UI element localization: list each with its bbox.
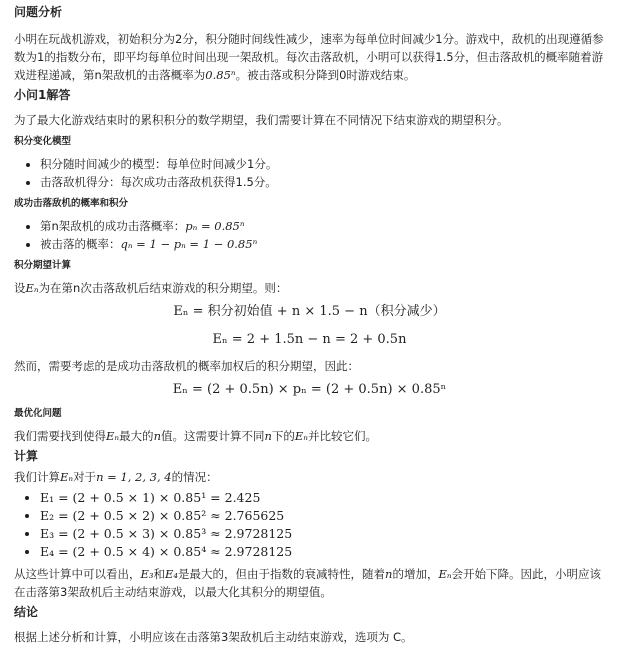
list-item [40,217,605,235]
calc-heading: 计算 [14,449,39,463]
text: 从这些计算中可以看出， [14,567,141,581]
text: 是最大的，但由于指数的衰减特性，随着 [178,567,386,581]
equation-1: Eₙ = 积分初始值 + n × 1.5 − n（积分减少） [173,304,446,319]
model-list [14,155,605,191]
text: 值。这需要计算不同 [160,429,265,443]
text: 最大的 [119,429,154,443]
model-heading: 积分变化模型 [14,136,72,147]
list-item [40,235,605,253]
opt-text [14,427,605,445]
intro-text: 为了最大化游戏结束时的累积积分的数学期望，我们需要计算在不同情况下结束游戏的期望积分。 [14,113,509,127]
text: 对于 [73,470,97,484]
text: 为在第n次击落敌机后结束游戏的积分期望。则： [38,281,288,295]
analysis-heading: 问题分析 [14,5,63,19]
problem-text-end: 。被击落或积分降到0时游戏结束。 [235,68,416,82]
math-expression: pₙ = 0.85ⁿ [185,219,245,233]
list-item: • 击落敌机得分：每次成功击落敌机获得1.5分。 [40,173,605,191]
prob-list [14,217,605,253]
text: 的增加， [392,567,439,581]
opt-heading: 最优化问题 [14,408,62,419]
item-label: 被击落的概率： [40,237,121,251]
equation-3: Eₙ = (2 + 0.5n) × pₙ = (2 + 0.5n) × 0.85ⁿ [172,382,447,397]
math-expression: Eₙ [60,470,74,484]
calc-intro [14,468,605,486]
exp-text [14,279,605,297]
math-expression: n [264,429,272,443]
math-expression: Eₙ [438,567,452,581]
observation-text [14,565,605,601]
however-text: 然而，需要考虑的是成功击落敌机的概率加权后的积分期望，因此： [14,359,359,373]
math-expression: 0.85ⁿ [205,68,236,82]
problem-statement [14,30,605,84]
math-expression: n [385,567,393,581]
text: 设 [14,281,26,295]
text: 下的 [271,429,295,443]
q1-heading: 小问1解答 [14,88,71,102]
math-expression: E₄ [165,567,179,581]
text: 我们计算 [14,470,60,484]
calc-list [14,489,605,561]
conclusion-heading: 结论 [14,605,39,619]
math-expression: Eₙ [294,429,308,443]
list-item: • E₃ = (2 + 0.5 × 3) × 0.85³ ≈ 2.9728125 [40,525,605,543]
list-item: • 积分随时间减少的模型：每单位时间减少1分。 [40,155,605,173]
problem-text: 小明在玩战机游戏，初始积分为2分，积分随时间线性减少，速率为每单位时间减少1分。游戏中，敌机的出现遵循参数为1的指数分布，即平均每单位时间出现一架敌机。每次击落敌机，小明可以获得1.5分，但击落敌机的概率随着游戏进程递减，第n架敌机的击落概率为 [14,32,604,82]
math-expression: n [153,429,161,443]
text: 会开始下降。因此，小明应该在击落第3架敌机后主动结束游戏，以最大化其积分的期望值。 [14,567,602,599]
equation-2: Eₙ = 2 + 1.5n − n = 2 + 0.5n [212,332,407,347]
math-expression: E₃ [140,567,154,581]
item-label: 第n架敌机的成功击落概率： [40,219,186,233]
text: 并比较它们。 [307,429,377,443]
math-expression: Eₙ [25,281,39,295]
math-expression: Eₙ [106,429,120,443]
list-item: • E₄ = (2 + 0.5 × 4) × 0.85⁴ ≈ 2.9728125 [40,543,605,561]
text: 的情况： [171,470,218,484]
list-item: • E₂ = (2 + 0.5 × 2) × 0.85² ≈ 2.765625 [40,507,605,525]
text: 我们需要找到使得 [14,429,106,443]
conclusion-text: 根据上述分析和计算，小明应该在击落第3架敌机后主动结束游戏，选项为 C。 [14,630,413,644]
prob-heading: 成功击落敌机的概率和积分 [14,198,129,209]
math-expression: n = 1, 2, 3, 4 [96,470,172,484]
list-item: • E₁ = (2 + 0.5 × 1) × 0.85¹ = 2.425 [40,489,605,507]
math-expression: qₙ = 1 − pₙ = 1 − 0.85ⁿ [120,237,258,251]
text: 和 [153,567,166,581]
exp-heading: 积分期望计算 [14,260,72,271]
